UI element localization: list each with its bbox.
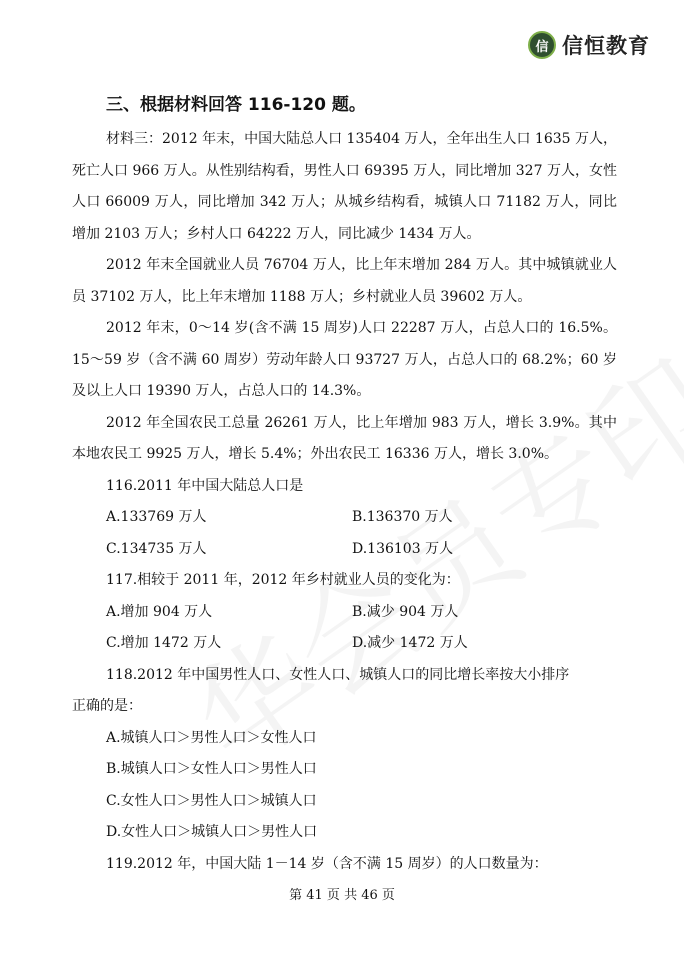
question-117-options (72, 628, 617, 660)
section-heading: 三、根据材料回答 116-120 题。 (106, 95, 366, 115)
option-c: C.增加 1472 万人 (106, 635, 222, 651)
logo-text: 信恒教育 (562, 34, 650, 58)
material-paragraph: 2012 年全国农民工总量 26261 万人，比上年增加 983 万人，增长 3.9%。其中本地农民工 9925 万人，增长 5.4%；外出农民工 16336 万人，增长 3.0%。 (72, 414, 617, 462)
option-a: A.城镇人口＞男性人口＞女性人口 (106, 729, 317, 746)
option-c: C.女性人口＞男性人口＞城镇人口 (106, 792, 317, 809)
material-paragraph: 材料三：2012 年末，中国大陆总人口 135404 万人，全年出生人口 1635 万人，死亡人口 966 万人。从性别结构看，男性人口 69395 万人，同比增加 327 万人，女性人口 66009 万人，同比增加 342 万人；从城乡结构看，城镇人口 71182 万人，同比增加 2103 万人；乡村人口 64222 万人，同比减少 1434 万人。 (72, 131, 617, 242)
question-117-options (72, 597, 617, 629)
question-117-stem: 117.相较于 2011 年，2012 年乡村就业人员的变化为： (106, 572, 460, 588)
question-116-options (72, 534, 617, 566)
logo-icon: 信 (528, 31, 556, 59)
brand-logo (528, 28, 650, 62)
option-d: D.136103 万人 (352, 540, 454, 557)
option-a: A.增加 904 万人 (106, 603, 213, 620)
document-body (72, 92, 617, 880)
material-paragraph: 2012 年末，0～14 岁(含不满 15 周岁)人口 22287 万人，占总人口的 16.5%。15～59 岁（含不满 60 周岁）劳动年龄人口 93727 万人，占总人口的 68.2%；60 岁及以上人口 19390 万人，占总人口的 14.3%。 (72, 320, 617, 399)
option-c: C.134735 万人 (106, 540, 207, 557)
option-b: B.城镇人口＞女性人口＞男性人口 (106, 761, 317, 777)
page-number: 第 41 页 共 46 页 (289, 888, 395, 903)
question-116-stem: 116.2011 年中国大陆总人口是 (106, 477, 304, 494)
question-119-stem: 119.2012 年，中国大陆 1－14 岁（含不满 15 周岁）的人口数量为： (106, 855, 548, 872)
option-b: B.136370 万人 (352, 509, 453, 525)
option-d: D.减少 1472 万人 (352, 635, 468, 651)
question-116-options (72, 502, 617, 534)
question-118-stem: 118.2012 年中国男性人口、女性人口、城镇人口的同比增长率按大小排序 (106, 666, 570, 683)
option-b: B.减少 904 万人 (352, 603, 459, 620)
option-a: A.133769 万人 (106, 509, 207, 525)
material-paragraph: 2012 年末全国就业人员 76704 万人，比上年末增加 284 万人。其中城镇就业人员 37102 万人，比上年末增加 1188 万人；乡村就业人员 39602 万人。 (72, 257, 617, 305)
question-118-stem-cont: 正确的是： (72, 698, 142, 714)
option-d: D.女性人口＞城镇人口＞男性人口 (106, 824, 318, 840)
